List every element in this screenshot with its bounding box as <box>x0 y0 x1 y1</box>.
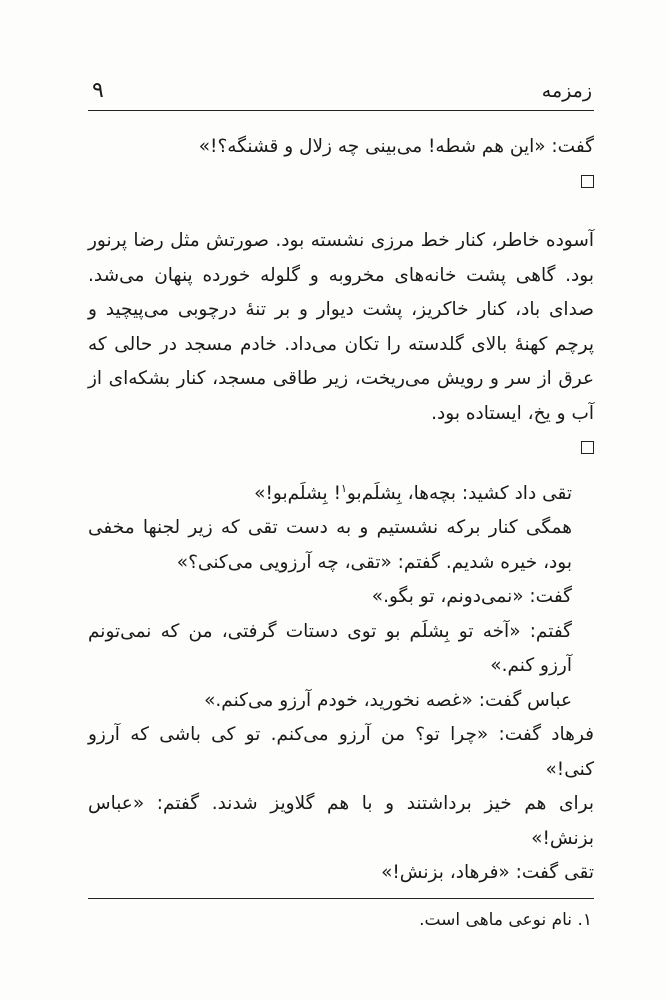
page-header <box>88 78 594 111</box>
footnote: ۱. نام نوعی ماهی است. <box>419 910 592 930</box>
dialog-line-1 <box>88 477 594 512</box>
dialog-line-7: برای هم خیز برداشتند و با هم گلاویز شدند. گفتم: «عباس بزنش!» <box>88 793 594 849</box>
section-break-box <box>88 165 594 211</box>
opening-line: گفت: «این هم شطه! می‌بینی چه زلال و قشنگه؟!» <box>198 136 594 157</box>
section-break-box-icon <box>581 175 594 188</box>
dialog-line-4: گفتم: «آخه تو بِشلَم بو توی دستات گرفتی، من که نمی‌تونم آرزو کنم.» <box>88 620 572 676</box>
section-break-box <box>88 431 594 477</box>
page-body <box>88 130 594 891</box>
section-break-box-icon <box>581 441 594 454</box>
page-number: ۹ <box>92 78 104 103</box>
dialog-line-1-a: تقی داد کشید: بچه‌ها، بِشلَم‌بو <box>346 482 572 504</box>
running-title: زمزمه <box>541 80 592 102</box>
dialog-line-6: فرهاد گفت: «چرا تو؟ من آرزو می‌کنم. تو کی باشی که آرزو کنی!» <box>88 724 594 780</box>
dialog-line-2: همگی کنار برکه نشستیم و به دست تقی که زیر لجنها مخفی بود، خیره شدیم. گفتم: «تقی، چه آرزویی می‌کنی؟» <box>88 517 572 573</box>
footnote-marker: ۱ <box>341 481 347 495</box>
dialog-line-8: تقی گفت: «فرهاد، بزنش!» <box>381 862 594 883</box>
footnote-divider <box>88 898 594 899</box>
dialog-line-1-b: ! بِشلَم‌بو!» <box>254 482 341 504</box>
dialog-line-3: گفت: «نمی‌دونم، تو بگو.» <box>371 586 572 607</box>
dialog-line-5: عباس گفت: «غصه نخورید، خودم آرزو می‌کنم.» <box>204 689 572 711</box>
paragraph-1: آسوده خاطر، کنار خط مرزی نشسته بود. صورتش مثل رضا پرنور بود. گاهی پشت خانه‌های مخروبه و گلوله خورده پنهان می‌شد. صدای باد، کنار خاکریز، پشت دیوار و بر تنهٔ درچوبی می‌پیچید و پرچم کهنهٔ بالای گلدسته را تکان می‌داد. خادم مسجد در حالی که عرق از سر و رویش می‌ریخت، زیر طاقی مسجد، کنار بشکه‌ای از آب و یخ، ایستاده بود. <box>88 230 594 424</box>
